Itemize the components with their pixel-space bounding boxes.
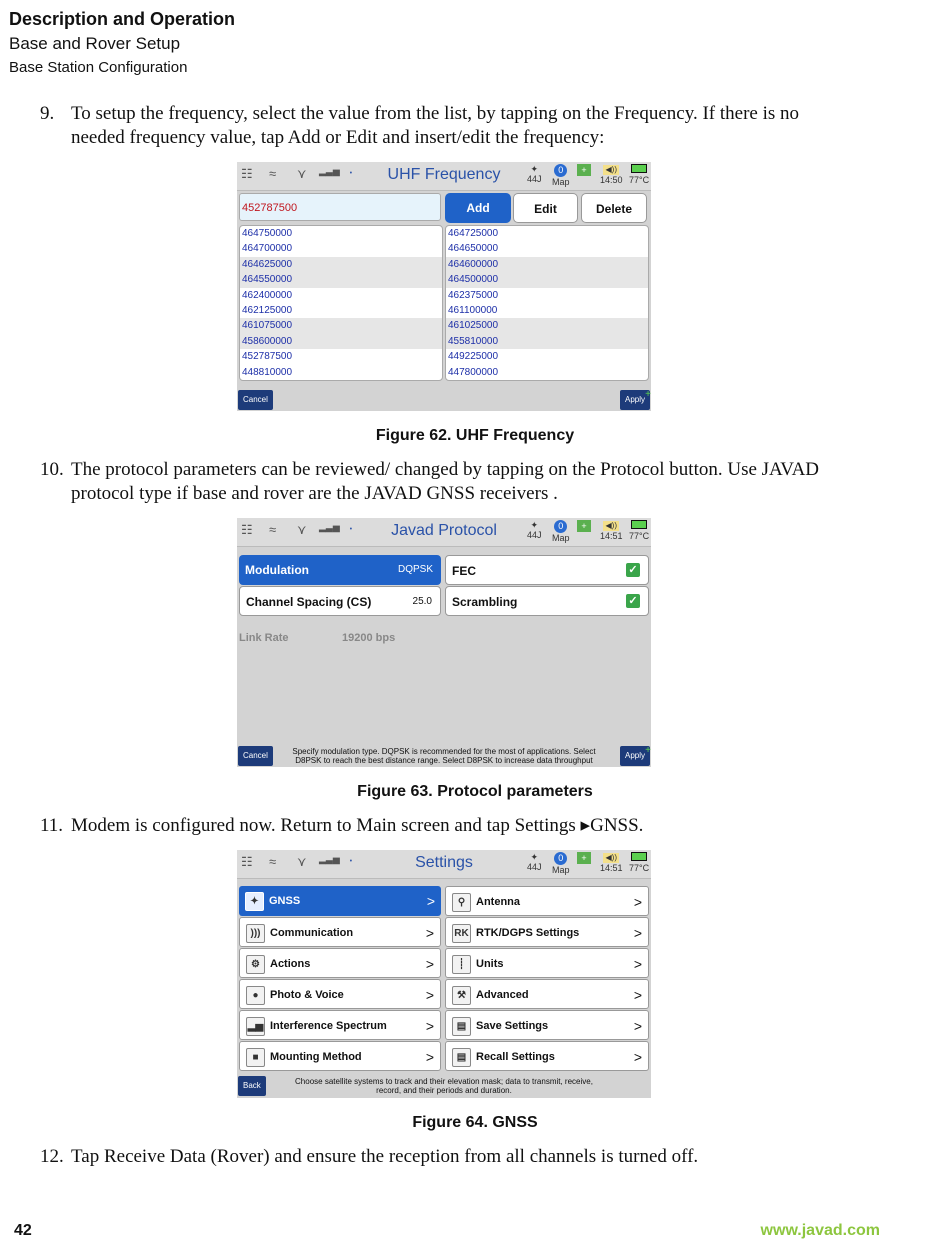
settings-item-photo-voice[interactable] [239,979,441,1009]
list-item[interactable]: 452787500 [242,351,293,363]
list-item[interactable]: 464625000 [240,257,442,272]
settings-item-communication[interactable] [239,917,441,947]
temperature: 77°C [629,863,650,873]
hint-line1: Choose satellite systems to track and their elevation mask; data to transmit, receive, [295,1077,593,1086]
channel-spacing-button[interactable] [239,586,441,616]
chevron-right-icon: > [633,956,642,972]
apply-button[interactable] [620,390,650,410]
list-item[interactable]: 464550000 [240,272,442,287]
settings-item-mounting-method[interactable] [239,1041,441,1071]
antenna-icon: ⋎ [297,522,307,537]
chevron-right-icon: > [633,925,642,941]
step-10 [40,458,880,506]
checkbox-checked-icon[interactable]: ✓ [626,594,640,608]
apply-label: Apply [624,395,645,404]
map-icon: 0 [554,852,567,865]
chevron-right-icon: > [425,987,434,1003]
screen-title: Javad Protocol [391,522,497,539]
screen-title: Settings [415,854,473,871]
save-icon: ▤ [452,1017,471,1036]
clock-time: 14:51 [600,863,623,873]
hint-text [273,747,615,765]
temperature: 77°C [629,531,650,541]
settings-item-rtk-dgps[interactable] [445,917,649,947]
cancel-button[interactable] [238,746,273,766]
item-label: GNSS [269,895,301,907]
list-item[interactable]: 464725000 [448,228,499,239]
item-label: Communication [270,927,354,939]
delete-button[interactable]: Delete [581,193,647,223]
footer-link[interactable]: www.javad.com [760,1222,880,1239]
fec-toggle[interactable] [445,555,649,585]
chevron-right-icon: > [633,987,642,1003]
frequency-input[interactable]: 452787500 [239,193,441,221]
plus-icon: + [645,389,651,400]
item-label: Photo & Voice [270,989,344,1001]
list-item[interactable]: 464650000 [448,243,499,255]
status-bar [237,162,651,191]
microphone-icon: ● [246,986,265,1005]
channel-spacing-label: Channel Spacing (CS) [246,595,372,609]
screen-title: UHF Frequency [387,166,501,183]
item-label: Antenna [476,896,520,908]
map-label: Map [552,533,570,543]
step-11 [40,814,880,838]
wifi-icon: ≈ [269,522,277,537]
rtk-icon: RK [452,924,471,943]
step-number: 9. [40,103,55,124]
gps-icon[interactable]: + [577,164,591,176]
satellite-icon[interactable]: ✦ 44J [527,520,542,540]
list-item[interactable]: 447800000 [448,366,499,378]
figure-caption: Figure 62. UHF Frequency [375,427,575,444]
spectrum-icon: ▂▅ [246,1017,265,1036]
link-rate-label: Link Rate [239,632,289,644]
step-number: 10. [40,459,64,480]
settings-item-save-settings[interactable] [445,1010,649,1040]
map-icon: 0 [554,520,567,533]
checkbox-checked-icon[interactable]: ✓ [626,563,640,577]
list-item[interactable]: 462400000 [242,289,293,301]
item-label: Actions [270,958,311,970]
clock-time: 14:50 [600,175,623,185]
figure-caption: Figure 63. Protocol parameters [357,783,593,800]
cancel-button[interactable] [238,390,273,410]
gps-icon[interactable]: + [577,852,591,864]
frequency-list-left[interactable] [239,225,443,381]
scrambling-toggle[interactable] [445,586,649,616]
cancel-label: Cancel [243,395,268,404]
back-button[interactable] [238,1076,266,1096]
bluetooth-icon: ᛫ [347,166,355,181]
scrambling-label: Scrambling [452,595,518,609]
settings-item-advanced[interactable] [445,979,649,1009]
chevron-right-icon: > [633,1018,642,1034]
list-item[interactable]: 462125000 [242,304,293,316]
settings-item-actions[interactable] [239,948,441,978]
map-button[interactable] [552,520,570,543]
signal-bars-icon: ▂▃▅ [319,854,340,864]
modulation-label: Modulation [245,563,309,577]
antenna-icon: ⚲ [452,893,471,912]
wrench-icon: ⚒ [452,986,471,1005]
figure-caption: Figure 64. GNSS [412,1114,538,1131]
list-item[interactable]: 462375000 [448,289,499,301]
apply-label: Apply [624,751,645,760]
link-rate-value: 19200 bps [342,632,396,644]
sat-count: 44J [527,174,542,184]
recall-icon: ▤ [452,1048,471,1067]
chevron-right-icon: > [425,1049,434,1065]
chevron-right-icon: > [426,893,435,909]
status-bar [237,850,651,879]
chevron-right-icon: > [633,1049,642,1065]
mounting-icon: ■ [246,1048,265,1067]
modulation-value: DQPSK [397,564,433,575]
step-text-line2: needed frequency value, tap Add or Edit and insert/edit the frequency: [71,127,605,148]
step-text-line2: protocol type if base and rover are the JAVAD GNSS receivers . [71,483,558,504]
battery-icon [629,164,649,185]
hint-line1: Specify modulation type. DQPSK is recommended for the most of applications. Select [292,747,596,756]
battery-icon [629,852,649,873]
list-item[interactable]: 464500000 [446,272,648,287]
add-button[interactable]: Add [445,193,511,223]
item-label: RTK/DGPS Settings [476,927,580,939]
ruler-icon: ┊ [452,955,471,974]
list-item[interactable]: 458600000 [240,334,442,349]
actions-icon: ⚙ [246,955,265,974]
speaker-icon[interactable]: ◀)) 14:51 [600,521,623,541]
list-item[interactable]: 448810000 [242,366,293,378]
javad-protocol-screen [237,518,651,767]
bluetooth-icon: ᛫ [347,854,355,869]
list-item[interactable]: 464600000 [446,257,648,272]
battery-icon [629,520,649,541]
network-icon: ☷ [241,854,253,869]
step-text-line1: The protocol parameters can be reviewed/ changed by tapping on the Protocol button. Use JAVAD [71,459,820,480]
hint-line2: record, and their periods and duration. [376,1086,512,1095]
item-label: Save Settings [476,1020,549,1032]
satellite-icon[interactable]: ✦ 44J [527,852,542,872]
channel-spacing-value: 25.0 [412,596,432,607]
chevron-right-icon: > [425,925,434,941]
doc-header-section: Base Station Configuration [9,59,188,76]
network-icon: ☷ [241,166,253,181]
step-number: 11. [40,815,64,836]
modulation-button[interactable] [239,555,441,585]
gps-icon[interactable]: + [577,520,591,532]
satellite-icon: ✦ [245,892,264,911]
doc-header-subtitle: Base and Rover Setup [9,34,181,53]
list-item[interactable]: 464750000 [242,228,293,239]
step-text: Tap Receive Data (Rover) and ensure the reception from all channels is turned off. [71,1146,699,1167]
step-9 [40,102,880,150]
uhf-frequency-screen [237,162,651,411]
step-number: 12. [40,1146,64,1167]
communication-icon: ))) [246,924,265,943]
chevron-right-icon: > [425,956,434,972]
settings-item-recall-settings[interactable] [445,1041,649,1071]
temperature: 77°C [629,175,650,185]
map-label: Map [552,177,570,187]
page-number: 42 [14,1222,32,1239]
cancel-label: Cancel [243,751,268,760]
sat-count: 44J [527,530,542,540]
settings-item-units[interactable] [445,948,649,978]
fec-label: FEC [452,564,476,578]
list-item[interactable]: 461100000 [448,304,498,316]
apply-button[interactable] [620,746,650,766]
settings-item-interference-spectrum[interactable] [239,1010,441,1040]
frequency-list-right[interactable] [445,225,649,381]
status-bar [237,518,651,547]
settings-item-antenna[interactable] [445,886,649,916]
settings-item-gnss[interactable] [239,886,441,916]
map-button[interactable] [552,852,570,875]
step-text: Modem is configured now. Return to Main screen and tap Settings ▸GNSS. [71,815,644,836]
item-label: Units [476,958,504,970]
list-item[interactable]: 449225000 [448,351,499,363]
list-item[interactable]: 464700000 [242,243,293,255]
clock-time: 14:51 [600,531,623,541]
item-label: Advanced [476,989,529,1001]
edit-button[interactable]: Edit [513,193,578,223]
antenna-icon: ⋎ [297,854,307,869]
list-item[interactable]: 455810000 [446,334,648,349]
item-label: Mounting Method [270,1051,362,1063]
satellite-icon[interactable]: ✦ 44J [527,164,542,184]
chevron-right-icon: > [633,894,642,910]
settings-screen [237,850,651,1098]
step-12 [40,1145,880,1169]
list-item[interactable]: 461025000 [446,318,648,333]
signal-bars-icon: ▂▃▅ [319,166,340,176]
sat-count: 44J [527,862,542,872]
map-button[interactable] [552,164,570,187]
signal-bars-icon: ▂▃▅ [319,522,340,532]
bluetooth-icon: ᛫ [347,522,355,537]
map-label: Map [552,865,570,875]
wifi-icon: ≈ [269,854,277,869]
speaker-icon[interactable]: ◀)) 14:51 [600,853,623,873]
step-text-line1: To setup the frequency, select the value from the list, by tapping on the Frequency. If there is no [71,103,800,124]
speaker-icon[interactable]: ◀)) 14:50 [600,165,623,185]
network-icon: ☷ [241,522,253,537]
doc-header-title: Description and Operation [9,9,236,29]
item-label: Recall Settings [476,1051,555,1063]
item-label: Interference Spectrum [270,1020,387,1032]
wifi-icon: ≈ [269,166,277,181]
back-label: Back [243,1081,261,1090]
map-icon: 0 [554,164,567,177]
antenna-icon: ⋎ [297,166,307,181]
chevron-right-icon: > [425,1018,434,1034]
list-item[interactable]: 461075000 [240,318,442,333]
hint-line2: D8PSK to reach the best distance range. Select D8PSK to increase data throughput [295,756,593,765]
plus-icon: + [645,745,651,756]
hint-text [273,1077,615,1095]
